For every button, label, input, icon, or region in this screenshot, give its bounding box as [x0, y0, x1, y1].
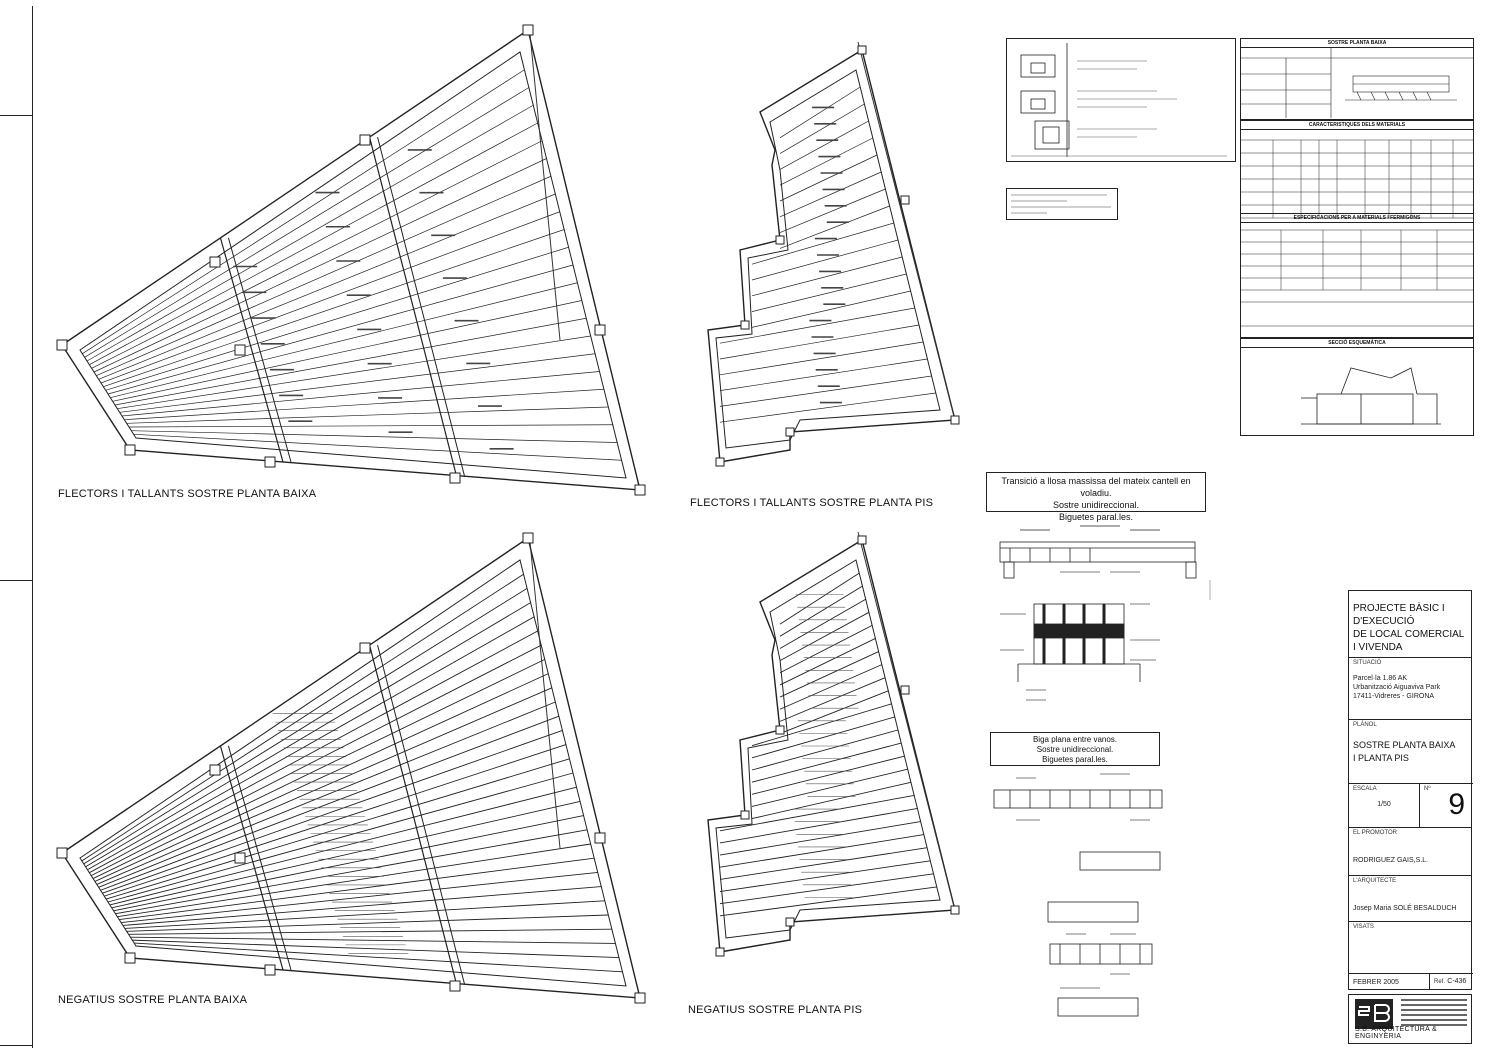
sheet-number: 9: [1448, 788, 1465, 821]
architect-section: L'ARQUITECTE Josep Maria SOLÉ BESALDUCH: [1349, 875, 1471, 921]
scale-section: ESCALA 1/50: [1349, 783, 1419, 827]
approval-section: VISATS: [1349, 921, 1471, 973]
schematic-section-box: SECCIÓ ESQUEMÀTICA: [1240, 338, 1474, 436]
ground-negatives-title: NEGATIUS SOSTRE PLANTA BAIXA: [58, 994, 248, 1006]
ref-section: Ref. C-436: [1429, 973, 1473, 990]
ground-moments-title: FLECTORS I TALLANTS SOSTRE PLANTA BAIXA: [58, 488, 317, 500]
firm-stamp: S.B. ARQUITECTURA & ENGINYERIA: [1348, 994, 1472, 1044]
slab-spec-table: SOSTRE PLANTA BAIXA: [1240, 38, 1474, 120]
promoter-section: EL PROMOTOR RODRIGUEZ GAIS,S.L.: [1349, 827, 1471, 875]
project-section: PROJECTE BÀSIC I D'EXECUCIÓ DE LOCAL COMERCIAL I VIVENDA: [1353, 603, 1465, 653]
firm-logo: [1355, 999, 1393, 1029]
date-section: FEBRER 2005: [1349, 973, 1429, 990]
upper-moments-title: FLECTORS I TALLANTS SOSTRE PLANTA PIS: [690, 497, 934, 509]
plan-section: PLÀNOL SOSTRE PLANTA BAIXA I PLANTA PIS: [1349, 719, 1471, 783]
title-block: [1348, 590, 1472, 990]
sheet-number-section: Nº 9: [1419, 783, 1473, 827]
location-section: SITUACIÓ Parcel·la 1.86 AK Urbanització Aiguaviva Park 17411-Vidreres - GIRONA: [1349, 657, 1471, 717]
beam-note: Biga plana entre vanos. Sostre unidireccional. Biguetes paral.les.: [990, 732, 1160, 766]
transition-note: Transició a llosa massissa del mateix cantell en voladiu. Sostre unidireccional. Biguetes paral.les.: [986, 472, 1206, 512]
upper-negatives-title: NEGATIUS SOSTRE PLANTA PIS: [688, 1004, 863, 1016]
materials-table: CARACTERISTIQUES DELS MATERIALS ESPECIFICACIONS PER A MATERIALS I FERMIGONS: [1240, 120, 1474, 338]
